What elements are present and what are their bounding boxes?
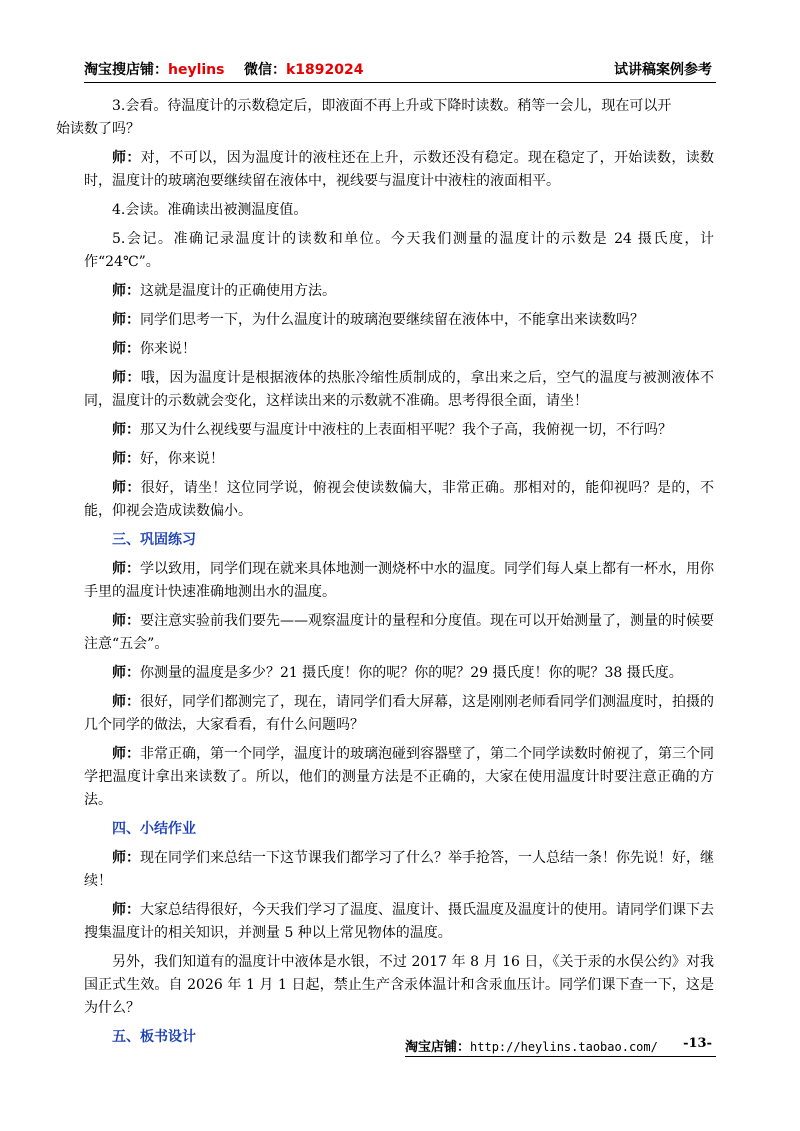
speaker: 师： <box>112 561 140 577</box>
paragraph: 师：要注意实验前我们要先——观察温度计的量程和分度值。现在可以开始测量了，测量的时候要注意“五会”。 <box>84 613 714 652</box>
paragraph: 师：对，不可以，因为温度计的液柱还在上升，示数还没有稳定。现在稳定了，开始读数，读数时，温度计的玻璃泡要继续留在液体中，视线要与温度计中液柱的液面相平。 <box>84 150 715 189</box>
section-heading-5: 五、板书设计 <box>112 1029 196 1045</box>
paragraph: 师：现在同学们来总结一下这节课我们都学习了什么？举手抢答，一人总结一条！你先说！好，继续！ <box>84 850 714 889</box>
speaker: 师： <box>112 665 140 681</box>
header-title: 试讲稿案例参考 <box>614 62 712 78</box>
paragraph: 师：那又为什么视线要与温度计中液柱的上表面相平呢？我个子高，我俯视一切，不行吗？ <box>112 422 672 438</box>
wechat-id: k1892024 <box>286 62 364 78</box>
speaker: 师： <box>112 451 140 467</box>
speaker: 师： <box>112 850 140 866</box>
wechat-label: 微信： <box>244 62 286 78</box>
paragraph: 3.会看。待温度计的示数稳定后，即液面不再上升或下降时读数。稍等一会儿，现在可以开 始读数了吗？ <box>56 98 672 137</box>
speaker: 师： <box>112 283 140 299</box>
speaker: 师： <box>112 746 140 762</box>
shop-name: heylins <box>168 62 225 78</box>
speaker: 师： <box>112 370 141 386</box>
paragraph: 师：很好，请坐！这位同学说，俯视会使读数偏大，非常正确。那相对的，能仰视吗？是的，不能，仰视会造成读数偏小。 <box>84 480 715 519</box>
document-body <box>56 95 715 1055</box>
page-header <box>84 56 716 83</box>
speaker: 师： <box>112 694 140 710</box>
paragraph: 师：学以致用，同学们现在就来具体地测一测烧杯中水的温度。同学们每人桌上都有一杯水，用你手里的温度计快速准确地测出水的温度。 <box>84 561 714 600</box>
footer-label: 淘宝店铺： <box>405 1040 471 1055</box>
shop-label: 淘宝搜店铺： <box>84 62 168 78</box>
paragraph: 另外，我们知道有的温度计中液体是水银，不过 2017 年 8 月 16 日，《关于汞的水俣公约》对我国正式生效。自 2026 年 1 月 1 日起，禁止生产含汞体温计和含汞血压计。同学们课下查一下，这是为什么？ <box>84 954 714 1016</box>
page-footer <box>405 1036 716 1057</box>
paragraph: 师：大家总结得很好，今天我们学习了温度、温度计、摄氏温度及温度计的使用。请同学们课下去搜集温度计的相关知识，并测量 5 种以上常见物体的温度。 <box>84 902 714 941</box>
paragraph: 师：这就是温度计的正确使用方法。 <box>112 283 336 299</box>
page-number: -13- <box>683 1036 712 1051</box>
speaker: 师： <box>112 312 140 328</box>
header-left <box>84 59 364 79</box>
paragraph: 师：很好，同学们都测完了，现在，请同学们看大屏幕，这是刚刚老师看同学们测温度时，拍摄的几个同学的做法，大家看看，有什么问题吗？ <box>84 694 714 733</box>
speaker: 师： <box>112 150 141 166</box>
paragraph: 4.会读。准确读出被测温度值。 <box>112 202 308 218</box>
paragraph: 师：你来说！ <box>112 341 196 357</box>
footer-url[interactable]: http://heylins.taobao.com/ <box>470 1040 658 1054</box>
paragraph: 师：你测量的温度是多少？21 摄氏度！你的呢？你的呢？29 摄氏度！你的呢？38 摄氏度。 <box>112 665 683 681</box>
speaker: 师： <box>112 613 140 629</box>
paragraph: 师：非常正确，第一个同学，温度计的玻璃泡碰到容器壁了，第二个同学读数时俯视了，第三个同学把温度计拿出来读数了。所以，他们的测量方法是不正确的，大家在使用温度计时要注意正确的方法。 <box>84 746 714 808</box>
section-heading-3: 三、巩固练习 <box>112 532 196 548</box>
speaker: 师： <box>112 902 140 918</box>
speaker: 师： <box>112 480 141 496</box>
speaker: 师： <box>112 422 140 438</box>
paragraph: 师：好，你来说！ <box>112 451 224 467</box>
section-heading-4: 四、小结作业 <box>112 821 196 837</box>
paragraph: 5.会记。准确记录温度计的读数和单位。今天我们测量的温度计的示数是 24 摄氏度，计作“24℃”。 <box>84 231 714 270</box>
speaker: 师： <box>112 341 140 357</box>
paragraph: 师：同学们思考一下，为什么温度计的玻璃泡要继续留在液体中，不能拿出来读数吗？ <box>112 312 644 328</box>
paragraph: 师：哦，因为温度计是根据液体的热胀冷缩性质制成的，拿出来之后，空气的温度与被测液体不同，温度计的示数就会变化，这样读出来的示数就不准确。思考得很全面，请坐！ <box>84 370 715 409</box>
